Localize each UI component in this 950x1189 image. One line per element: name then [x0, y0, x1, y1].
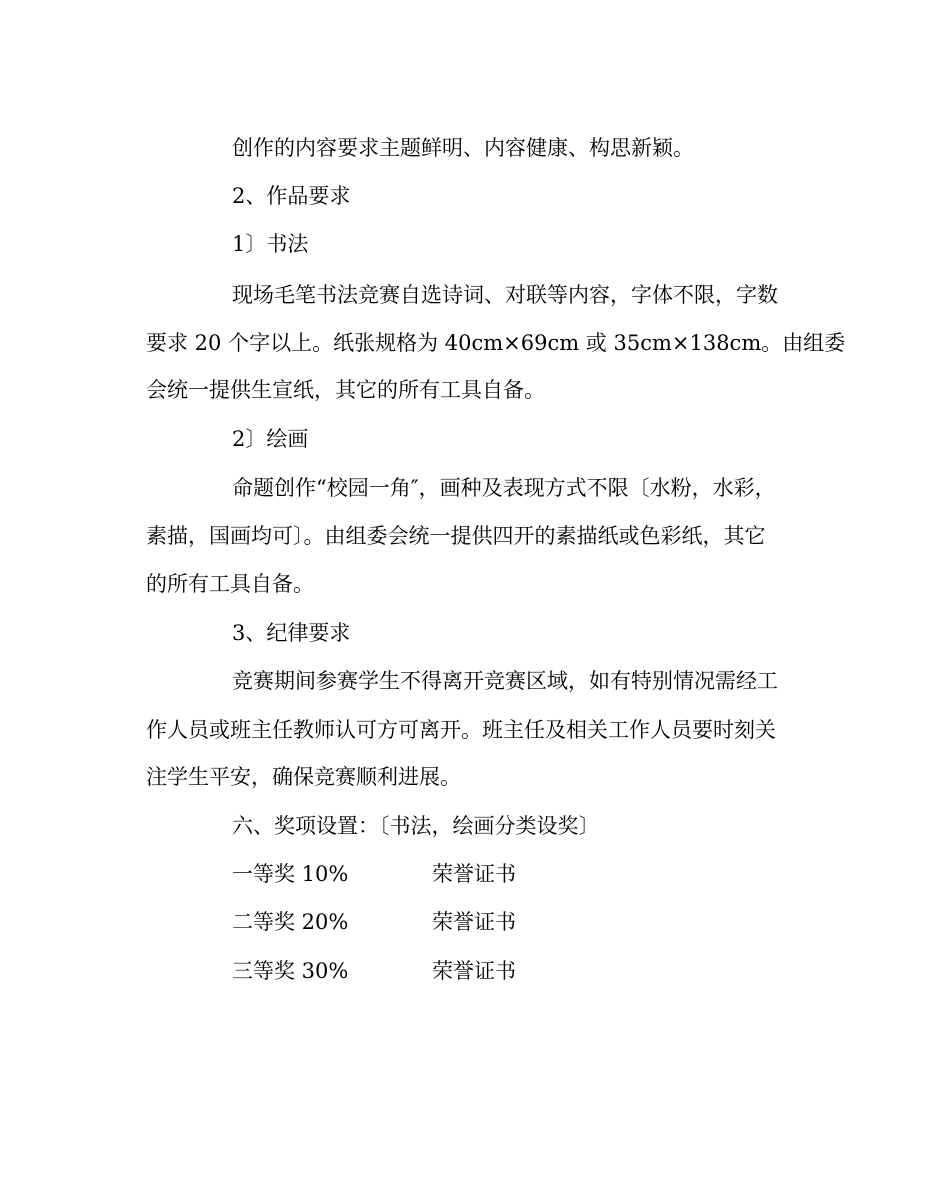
award-name: 二等奖 20%: [232, 910, 349, 934]
heading-painting: 2〕绘画: [232, 427, 309, 451]
heading-discipline: 3、纪律要求: [232, 621, 351, 645]
paragraph-calligraphy-line-3: 会统一提供生宣纸，其它的所有工具自备。: [146, 378, 545, 402]
paragraph-content-requirement: 创作的内容要求主题鲜明、内容健康、构思新颖。: [232, 136, 694, 160]
award-name: 一等奖 10%: [232, 862, 349, 886]
award-name: 三等奖 30%: [232, 959, 349, 983]
heading-awards: 六、奖项设置：〔书法，绘画分类设奖〕: [232, 814, 600, 838]
award-prize: 荣誉证书: [432, 862, 516, 886]
paragraph-discipline-line-3: 注学生平安，确保竞赛顺利进展。: [146, 765, 461, 789]
paragraph-calligraphy-line-1: 现场毛笔书法竞赛自选诗词、对联等内容，字体不限，字数: [232, 283, 778, 307]
award-prize: 荣誉证书: [432, 910, 516, 934]
award-prize: 荣誉证书: [432, 959, 516, 983]
paragraph-discipline-line-2: 作人员或班主任教师认可方可离开。班主任及相关工作人员要时刻关: [146, 718, 776, 742]
paragraph-painting-line-1: 命题创作“校园一角″，画种及表现方式不限〔水粉，水彩，: [232, 476, 776, 500]
heading-works-requirements: 2、作品要求: [232, 184, 351, 208]
paragraph-painting-line-3: 的所有工具自备。: [146, 572, 314, 596]
heading-calligraphy: 1〕书法: [232, 232, 309, 256]
paragraph-painting-line-2: 素描，国画均可〕。由组委会统一提供四开的素描纸或色彩纸，其它: [146, 524, 766, 548]
paragraph-calligraphy-line-2: 要求 20 个字以上。纸张规格为 40cm×69cm 或 35cm×138cm。由组委: [146, 331, 846, 355]
paragraph-discipline-line-1: 竞赛期间参赛学生不得离开竞赛区域，如有特别情况需经工: [232, 669, 778, 693]
